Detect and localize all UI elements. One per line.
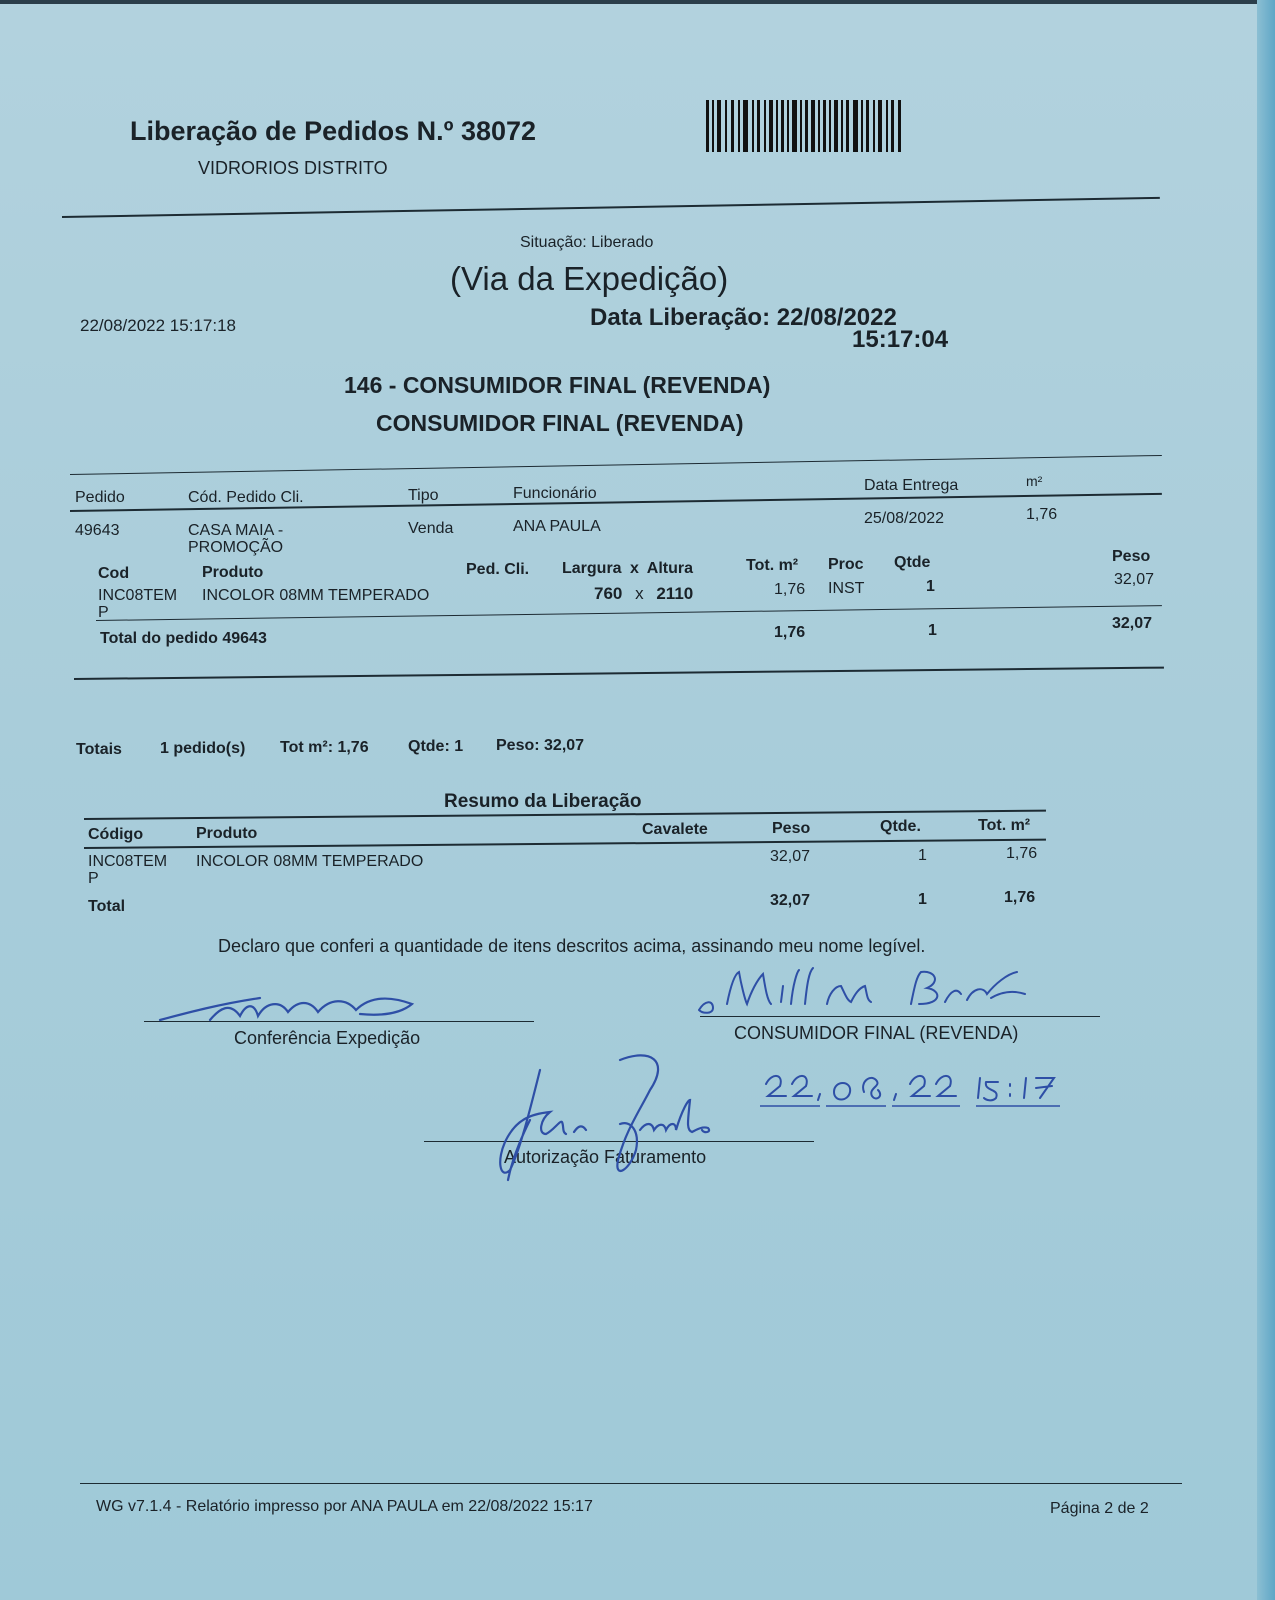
col-tipo: Tipo xyxy=(408,487,439,504)
order-total-qtde: 1 xyxy=(928,622,937,639)
summary-col-cavalete: Cavalete xyxy=(642,821,708,838)
summary-col-codigo: Código xyxy=(88,826,144,843)
order-cod-cli-2: PROMOÇÃO xyxy=(188,539,284,556)
col-m2: m² xyxy=(1026,473,1043,489)
summary-tot-m2: 1,76 xyxy=(1006,845,1038,862)
item-x: x xyxy=(635,584,644,603)
item-produto: INCOLOR 08MM TEMPERADO xyxy=(202,587,430,604)
order-total-label: Total do pedido 49643 xyxy=(100,630,267,647)
totals-pedidos: 1 pedido(s) xyxy=(160,740,246,757)
data-liberacao-label: Data Liberação: xyxy=(590,304,771,331)
barcode-icon xyxy=(706,96,902,154)
item-cod-1: INC08TEM xyxy=(98,587,178,604)
order-total-m2: 1,76 xyxy=(774,624,806,641)
summary-total-label: Total xyxy=(88,898,126,915)
photo-edge-right xyxy=(1257,0,1275,1600)
item-col-x: x xyxy=(630,560,639,577)
photo-edge-top xyxy=(0,0,1275,4)
order-bottom-rule xyxy=(74,667,1164,680)
client-line-1: 146 - CONSUMIDOR FINAL (REVENDA) xyxy=(344,372,771,398)
summary-total-tot-m2: 1,76 xyxy=(1004,889,1036,906)
data-liberacao-time: 15:17:04 xyxy=(852,326,949,353)
summary-codigo-1: INC08TEM xyxy=(88,853,168,870)
item-tot-m2: 1,76 xyxy=(774,581,806,598)
item-col-ped-cli: Ped. Cli. xyxy=(466,561,530,578)
order-top-rule xyxy=(70,455,1162,475)
order-pedido: 49643 xyxy=(75,522,120,539)
col-cod-pedido-cli: Cód. Pedido Cli. xyxy=(188,489,304,506)
order-funcionario: ANA PAULA xyxy=(513,518,601,535)
col-pedido: Pedido xyxy=(75,489,125,506)
summary-title: Resumo da Liberação xyxy=(444,791,642,812)
totals-label: Totais xyxy=(76,741,122,758)
order-tipo: Venda xyxy=(408,520,454,537)
summary-qtde: 1 xyxy=(918,847,927,864)
item-col-cod: Cod xyxy=(98,565,130,582)
signature-expedicao-scribble xyxy=(150,990,430,1030)
via-label: (Via da Expedição) xyxy=(450,260,729,297)
footer-report: WG v7.1.4 - Relatório impresso por ANA PAULA em 22/08/2022 15:17 xyxy=(96,1498,593,1515)
handwritten-date-scribble xyxy=(760,1066,1080,1112)
item-dimensions xyxy=(594,584,693,604)
summary-produto: INCOLOR 08MM TEMPERADO xyxy=(196,853,424,870)
totals-qtde: Qtde: 1 xyxy=(408,738,464,755)
item-proc: INST xyxy=(828,580,865,597)
printed-datetime: 22/08/2022 15:17:18 xyxy=(80,316,236,335)
signature-faturamento-scribble xyxy=(490,1050,730,1190)
declaration-text: Declaro que conferi a quantidade de itens descritos acima, assinando meu nome legível. xyxy=(218,936,926,956)
item-col-largura-label: Largura xyxy=(562,560,622,577)
item-peso: 32,07 xyxy=(1114,571,1155,588)
item-col-peso: Peso xyxy=(1112,548,1151,565)
document-title: Liberação de Pedidos N.º 38072 xyxy=(130,116,537,146)
order-cod-cli-1: CASA MAIA - xyxy=(188,522,284,539)
item-cod-2: P xyxy=(98,604,109,621)
col-funcionario: Funcionário xyxy=(513,485,597,502)
item-col-tot-m2: Tot. m² xyxy=(746,557,799,574)
item-qtde: 1 xyxy=(926,578,935,595)
summary-codigo-2: P xyxy=(88,870,99,887)
order-total-peso: 32,07 xyxy=(1112,615,1153,632)
item-col-produto: Produto xyxy=(202,564,264,581)
item-col-largura xyxy=(562,560,693,578)
item-total-rule xyxy=(96,605,1162,621)
item-altura: 2110 xyxy=(656,584,694,603)
client-line-2: CONSUMIDOR FINAL (REVENDA) xyxy=(376,410,744,436)
header-divider xyxy=(62,197,1160,218)
signature-label-expedicao: Conferência Expedição xyxy=(234,1028,421,1048)
signature-label-consumidor: CONSUMIDOR FINAL (REVENDA) xyxy=(734,1023,1019,1043)
situacao-status: Situação: Liberado xyxy=(520,234,654,251)
totals-peso: Peso: 32,07 xyxy=(496,737,585,754)
summary-total-qtde: 1 xyxy=(918,891,927,908)
item-col-qtde: Qtde xyxy=(894,554,931,571)
company-name: VIDRORIOS DISTRITO xyxy=(198,158,388,178)
data-liberacao xyxy=(590,304,897,332)
item-largura: 760 xyxy=(594,584,623,603)
signature-consumidor-scribble xyxy=(695,964,1035,1024)
summary-col-qtde: Qtde. xyxy=(880,818,921,835)
summary-col-peso: Peso xyxy=(772,820,811,837)
order-m2: 1,76 xyxy=(1026,506,1058,523)
footer-rule xyxy=(80,1483,1182,1484)
totals-tot-m2: Tot m²: 1,76 xyxy=(280,739,369,756)
summary-peso: 32,07 xyxy=(770,848,811,865)
order-data-entrega: 25/08/2022 xyxy=(864,510,945,527)
summary-col-produto: Produto xyxy=(196,825,258,842)
signature-label-faturamento: Autorização Faturamento xyxy=(504,1147,707,1167)
footer-page: Página 2 de 2 xyxy=(1050,1500,1149,1517)
item-col-proc: Proc xyxy=(828,556,864,573)
item-col-altura: Altura xyxy=(646,560,694,577)
col-data-entrega: Data Entrega xyxy=(864,477,959,494)
summary-col-tot-m2: Tot. m² xyxy=(978,817,1031,834)
summary-total-peso: 32,07 xyxy=(770,892,811,909)
data-liberacao-date: 22/08/2022 xyxy=(776,304,897,331)
